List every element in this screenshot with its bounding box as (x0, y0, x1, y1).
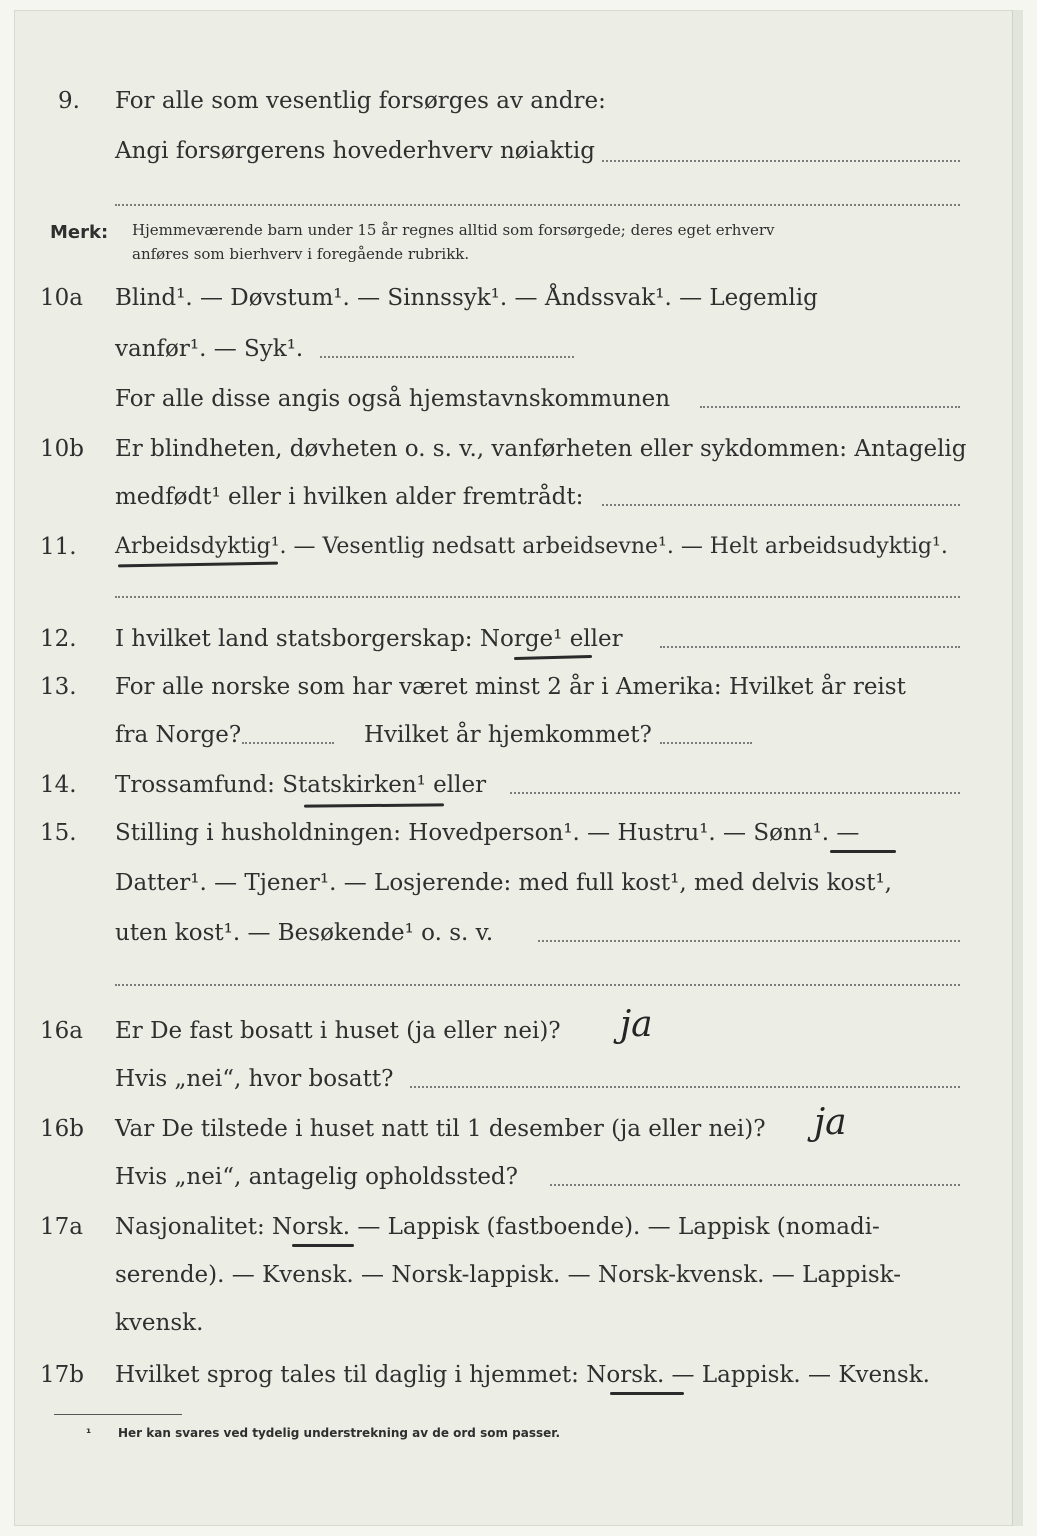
q9-answer-line-2[interactable] (115, 204, 960, 206)
q12-answer-line[interactable] (660, 646, 960, 648)
q13-year-return-line[interactable] (660, 742, 752, 744)
q9-answer-line[interactable] (602, 160, 960, 162)
q13-line2b: Hvilket år hjemkommet? (364, 722, 652, 748)
q14-line1: Trossamfund: Statskirken¹ eller (115, 772, 487, 798)
q15-line3: uten kost¹. — Besøkende¹ o. s. v. (115, 920, 494, 946)
q12-handwritten-underline (514, 655, 592, 660)
q15-line1: Stilling i husholdningen: Hovedperson¹. — Hustru¹. — Sønn¹. — (115, 820, 860, 846)
q10b-line2: medfødt¹ eller i hvilken alder fremtrådt: (115, 484, 584, 510)
census-form-page (14, 10, 1023, 1526)
q17a-line1: Nasjonalitet: Norsk. — Lappisk (fastboende). — Lappisk (nomadi- (115, 1214, 880, 1240)
q10b-answer-line[interactable] (602, 504, 960, 506)
q11-line1: Arbeidsdyktig¹. — Vesentlig nedsatt arbeidsevne¹. — Helt arbeidsudyktig¹. (115, 534, 948, 559)
question-number-10b: 10b (40, 436, 84, 462)
question-number-14: 14. (40, 772, 77, 798)
question-number-13: 13. (40, 674, 77, 700)
q17a-line2: serende). — Kvensk. — Norsk-lappisk. — Norsk-kvensk. — Lappisk- (115, 1262, 901, 1288)
q10a-answer-line[interactable] (320, 356, 574, 358)
q9-line1: For alle som vesentlig forsørges av andre: (115, 88, 606, 114)
question-number-16b: 16b (40, 1116, 84, 1142)
question-number-12: 12. (40, 626, 77, 652)
question-number-16a: 16a (40, 1018, 83, 1044)
q10b-line1: Er blindheten, døvheten o. s. v., vanførheten eller sykdommen: Antagelig (115, 436, 967, 462)
q16b-answer-line[interactable] (550, 1184, 960, 1186)
q16a-line1: Er De fast bosatt i huset (ja eller nei)? (115, 1018, 561, 1044)
q17b-line1: Hvilket sprog tales til daglig i hjemmet: Norsk. — Lappisk. — Kvensk. (115, 1362, 930, 1388)
question-number-17a: 17a (40, 1214, 83, 1240)
q14-handwritten-underline (304, 803, 444, 807)
q10a-line3: For alle disse angis også hjemstavnskommunen (115, 386, 671, 412)
footnote-rule (54, 1414, 182, 1415)
q17a-line3: kvensk. (115, 1310, 204, 1336)
q16a-answer-line[interactable] (410, 1086, 960, 1088)
q15-answer-line-2[interactable] (115, 984, 960, 986)
q16b-line1: Var De tilstede i huset natt til 1 desember (ja eller nei)? (115, 1116, 766, 1142)
q13-line1: For alle norske som har været minst 2 år i Amerika: Hvilket år reist (115, 674, 906, 700)
q11-handwritten-underline (118, 562, 278, 568)
q10a-line1: Blind¹. — Døvstum¹. — Sinnssyk¹. — Åndssvak¹. — Legemlig (115, 285, 818, 311)
question-number-11: 11. (40, 534, 77, 560)
q10a-line2: vanfør¹. — Syk¹. (115, 336, 304, 362)
question-number-15: 15. (40, 820, 77, 846)
merk-line2: anføres som bierhverv i foregående rubrikk. (132, 245, 470, 263)
q17b-handwritten-underline (610, 1392, 684, 1395)
q11-answer-line[interactable] (115, 596, 960, 598)
q12-line1: I hvilket land statsborgerskap: Norge¹ eller (115, 626, 623, 652)
merk-label: Merk: (50, 222, 109, 243)
question-number-17b: 17b (40, 1362, 84, 1388)
q16a-handwritten-answer: ja (620, 1004, 653, 1045)
merk-line1: Hjemmeværende barn under 15 år regnes alltid som forsørgede; deres eget erhverv (132, 221, 775, 239)
footnote-mark: ¹ (86, 1426, 92, 1440)
q16a-line2: Hvis „nei“, hvor bosatt? (115, 1066, 394, 1092)
footnote-text: Her kan svares ved tydelig understrekning av de ord som passer. (118, 1426, 561, 1440)
q10a-hometown-line[interactable] (700, 406, 960, 408)
q15-answer-line[interactable] (538, 940, 960, 942)
question-number-10a: 10a (40, 285, 83, 311)
q14-answer-line[interactable] (510, 792, 960, 794)
q15-handwritten-underline (830, 850, 896, 853)
q16b-handwritten-answer: ja (814, 1102, 847, 1143)
q9-line2: Angi forsørgerens hovederhverv nøiaktig (115, 138, 595, 164)
paper-edge (1012, 10, 1023, 1526)
q15-line2: Datter¹. — Tjener¹. — Losjerende: med full kost¹, med delvis kost¹, (115, 870, 892, 896)
q13-line2a: fra Norge? (115, 722, 242, 748)
q13-year-left-line[interactable] (242, 742, 334, 744)
question-number-9: 9. (58, 88, 80, 114)
q16b-line2: Hvis „nei“, antagelig opholdssted? (115, 1164, 518, 1190)
q17a-handwritten-underline (292, 1244, 354, 1247)
